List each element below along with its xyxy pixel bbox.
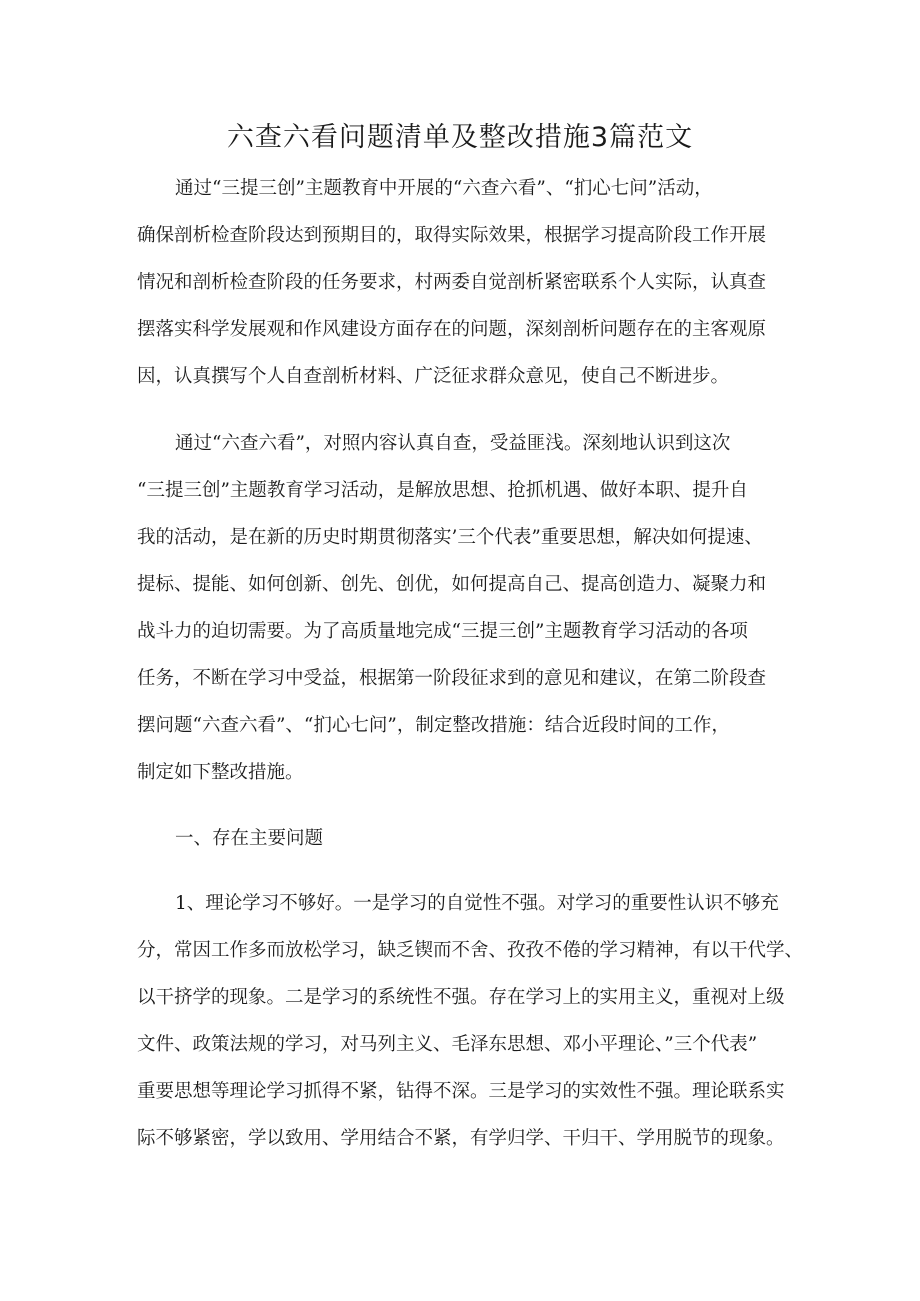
paragraph-2-line: “三提三创”主题教育学习活动，是解放思想、抢抓机遇、做好本职、提升自 [137, 480, 748, 501]
paragraph-1-line: 通过“三提三创”主题教育中开展的“六查六看”、“扪心七问”活动， [175, 178, 713, 199]
paragraph-4-line: 以干挤学的现象。二是学习的系统性不强。存在学习上的实用主义，重视对上级 [137, 987, 785, 1008]
paragraph-2-line: 通过“六查六看”，对照内容认真自查，受益匪浅。深刻地认识到这次 [175, 433, 731, 454]
paragraph-2-line: 提标、提能、如何创新、创先、创优，如何提高自己、提高创造力、凝聚力和 [137, 574, 767, 595]
paragraph-1-line: 确保剖析检查阶段达到预期目的，取得实际效果，根据学习提高阶段工作开展 [137, 225, 767, 246]
paragraph-2-line: 摆问题“六查六看”、“扪心七问”，制定整改措施：结合近段时间的工作， [137, 715, 730, 736]
paragraph-4-line: 际不够紧密，学以致用、学用结合不紧，有学归学、干归干、学用脱节的现象。 [137, 1128, 785, 1149]
paragraph-1-line: 情况和剖析检查阶段的任务要求，村两委自觉剖析紧密联系个人实际，认真查 [137, 272, 767, 293]
paragraph-2-line: 制定如下整改措施。 [137, 762, 304, 783]
paragraph-2-line: 战斗力的迫切需要。为了高质量地完成“三提三创”主题教育学习活动的各项 [137, 621, 748, 642]
paragraph-4-line: 1、理论学习不够好。一是学习的自觉性不强。对学习的重要性认识不够充 [175, 893, 779, 914]
document-title: 六查六看问题清单及整改措施3篇范文 [226, 122, 694, 153]
section-heading: 一、存在主要问题 [175, 828, 324, 849]
paragraph-4-line: 重要思想等理论学习抓得不紧，钻得不深。三是学习的实效性不强。理论联系实 [137, 1081, 785, 1102]
paragraph-2-line: 我的活动，是在新的历史时期贯彻落实’三个代表”重要思想，解决如何提速、 [137, 527, 763, 548]
paragraph-1-line: 摆落实科学发展观和作风建设方面存在的问题，深刻剖析问题存在的主客观原 [137, 319, 767, 340]
paragraph-2-line: 任务，不断在学习中受益，根据第一阶段征求到的意见和建议，在第二阶段查 [137, 668, 767, 689]
paragraph-4-line: 文件、政策法规的学习，对马列主义、毛泽东思想、邓小平理论、”三个代表” [137, 1034, 758, 1055]
paragraph-4-line: 分，常因工作多而放松学习，缺乏锲而不舍、孜孜不倦的学习精神，有以干代学、 [137, 940, 804, 961]
paragraph-1-line: 因，认真撰写个人自查剖析材料、广泛征求群众意见，使自己不断进步。 [137, 366, 730, 387]
